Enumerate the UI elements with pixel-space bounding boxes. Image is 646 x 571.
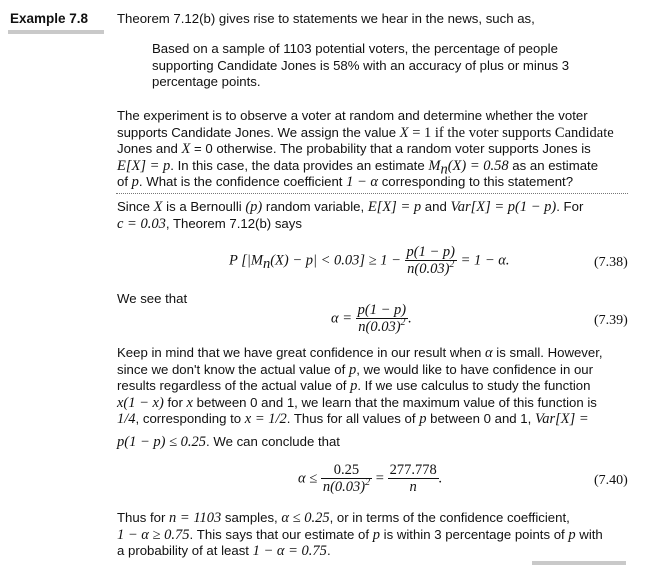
paragraph-line: supports Candidate Jones. We assign the value X = 1 if the voter supports Candidate [117,124,614,141]
equation-7-40: α ≤ $\frac{0.25}{n(0.03)^2}$ = $\frac{277.778}{n}$ . [298,462,443,495]
bernoulli-paragraph [117,199,627,232]
section-divider [116,193,628,194]
paragraph-line: of p. What is the confidence coefficient 1 − α corresponding to this statement? [117,174,574,190]
fraction: $\frac{p(1 - p)}{n(0.03)^2}$ [406,244,455,277]
paragraph-line: 1 − α ≥ 0.75. This says that our estimate of p is within 3 percentage points of p with [117,526,603,543]
confidence-paragraph [117,345,627,450]
example-label-underline [8,30,104,34]
paragraph-line: c = 0.03, Theorem 7.12(b) says [117,215,302,232]
paragraph-line: The experiment is to observe a voter at random and determine whether the voter [117,108,588,123]
conclusion-paragraph [117,510,627,560]
equation-number: (7.40) [594,473,628,488]
paragraph-line: since we don't know the actual value of p, we would like to have confidence in our [117,361,594,378]
example-label: Example 7.8 [10,11,89,26]
equation-number: (7.39) [594,313,628,328]
paragraph-line: Jones and X = 0 otherwise. The probability that a random voter supports Jones is [117,141,591,157]
equation-7-38: P $[|M_n(X) - p| < 0.03] \ge 1$ − $\frac{p(1 - p)}{n(0.03)^2}$ = 1 − α. [229,244,510,277]
equation-7-39: α = $\frac{p(1 - p)}{n(0.03)^2}$ . [331,302,412,335]
quote-line: supporting Candidate Jones is 58% with an accuracy of plus or minus 3 [152,57,570,73]
paragraph-line: Keep in mind that we have great confidence in our result when α is small. However, [117,345,603,361]
we-see-text: We see that [117,291,188,306]
fraction: $\frac{0.25}{n(0.03)^2}$ [322,462,371,495]
quote-line: Based on a sample of 1103 potential voters, the percentage of people [152,41,558,56]
paragraph-line: 1/4, corresponding to x = 1/2. Thus for all values of p between 0 and 1, Var[X] = [117,411,589,427]
paragraph-line: p(1 − p) ≤ 0.25. We can conclude that [117,433,340,450]
example-end-bar [532,561,626,565]
fraction: $\frac{277.778}{n}$ [389,462,437,495]
experiment-paragraph [117,108,627,191]
quote-line: percentage points. [152,74,261,89]
fraction: $\frac{p(1 - p)}{n(0.03)^2}$ [357,302,407,335]
paragraph-line: E[X] = p. In this case, the data provides an estimate $M_n(X) = 0.58$ as an estimate [117,157,599,178]
intro-text: Theorem 7.12(b) gives rise to statements we hear in the news, such as, [117,11,535,26]
equation-number: (7.38) [594,255,628,270]
paragraph-line: Since X is a Bernoulli (p) random variable, E[X] = p and Var[X] = p(1 − p). For [117,199,584,215]
paragraph-line: Thus for n = 1103 samples, α ≤ 0.25, or in terms of the confidence coefficient, [117,510,570,526]
paragraph-line: x(1 − x) for x between 0 and 1, we learn that the maximum value of this function is [117,394,597,411]
paragraph-line: a probability of at least 1 − α = 0.75. [117,543,331,559]
paragraph-line: results regardless of the actual value of p. If we use calculus to study the function [117,378,591,394]
news-quote [152,41,622,91]
